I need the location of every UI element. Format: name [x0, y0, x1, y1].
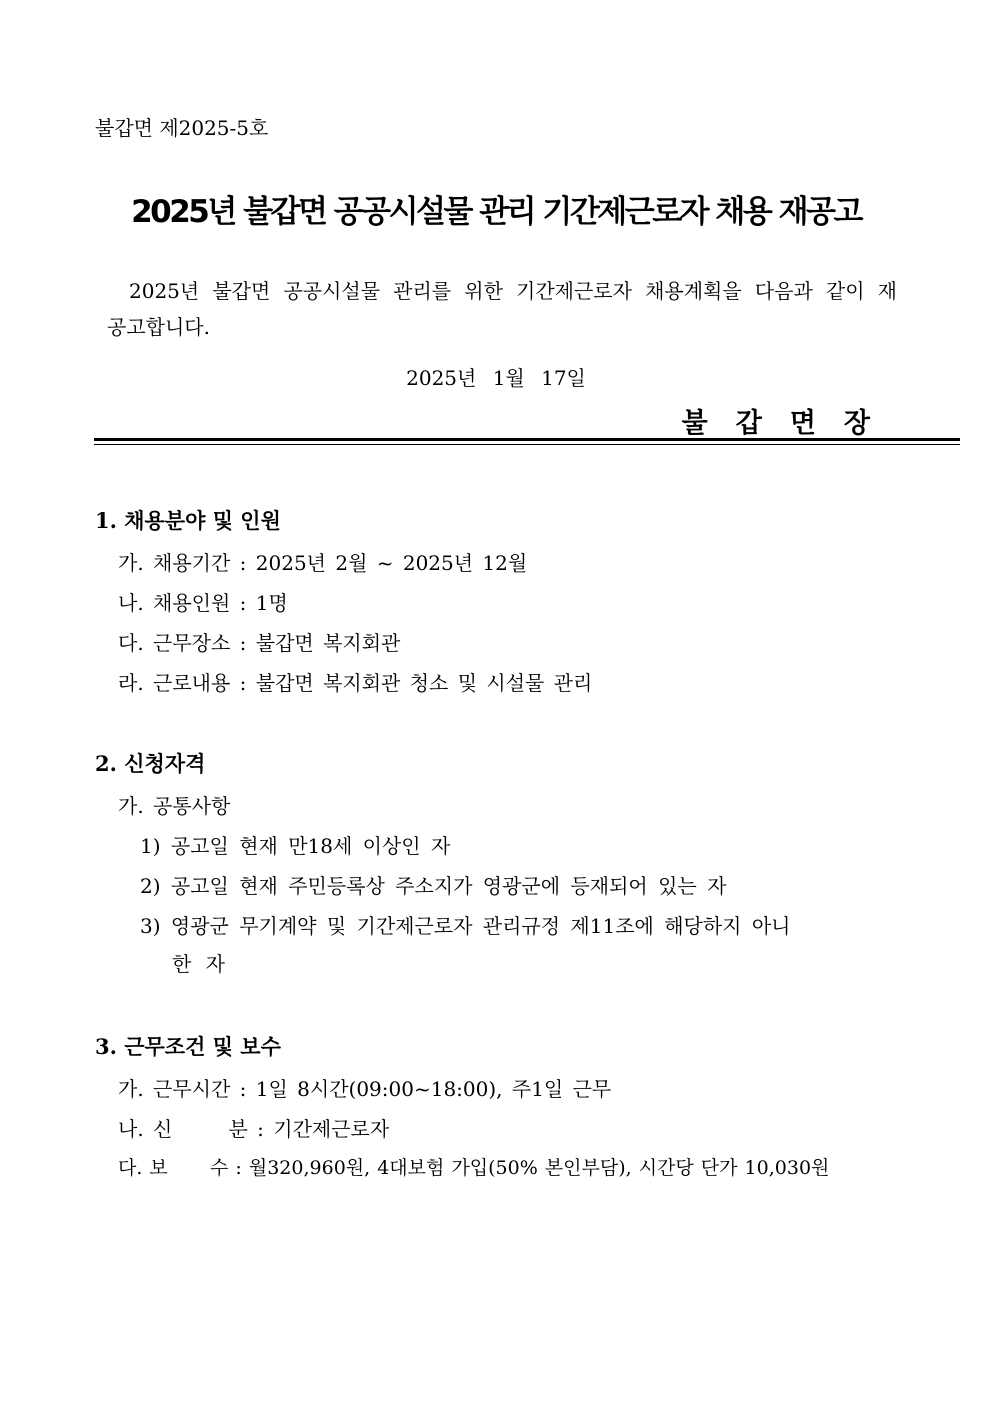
list-item: 가. 공통사항	[118, 794, 231, 818]
sub-list-item: 1) 공고일 현재 만18세 이상인 자	[140, 834, 451, 858]
section-heading-recruitment: 1. 채용분야 및 인원	[95, 508, 281, 533]
document-number: 불갑면 제2025-5호	[95, 116, 269, 140]
divider-thin	[94, 444, 960, 445]
list-item: 다. 보 수 : 월320,960원, 4대보험 가입(50% 본인부담), 시간당 단가 10,030원	[118, 1157, 830, 1179]
list-item: 나. 신 분 : 기간제근로자	[118, 1117, 390, 1141]
list-item: 라. 근로내용 : 불갑면 복지회관 청소 및 시설물 관리	[118, 671, 593, 695]
section-heading-conditions: 3. 근무조건 및 보수	[95, 1034, 281, 1059]
list-item: 가. 채용기간 : 2025년 2월 ~ 2025년 12월	[118, 551, 528, 575]
list-item: 다. 근무장소 : 불갑면 복지회관	[118, 631, 401, 655]
sub-list-item: 3) 영광군 무기계약 및 기간제근로자 관리규정 제11조에 해당하지 아니	[140, 914, 791, 938]
sub-list-item-continuation: 한 자	[172, 952, 225, 976]
issuer-name: 불갑면장	[681, 408, 898, 439]
intro-paragraph: 2025년 불갑면 공공시설물 관리를 위한 기간제근로자 채용계획을 다음과 같이 재공고합니다.	[107, 279, 897, 339]
section-heading-qualifications: 2. 신청자격	[95, 751, 206, 776]
sub-list-item: 2) 공고일 현재 주민등록상 주소지가 영광군에 등재되어 있는 자	[140, 874, 727, 898]
announcement-date: 2025년 1월 17일	[406, 366, 586, 390]
list-item: 나. 채용인원 : 1명	[118, 591, 288, 615]
list-item: 가. 근무시간 : 1일 8시간(09:00~18:00), 주1일 근무	[118, 1077, 612, 1101]
document-title: 2025년 불갑면 공공시설물 관리 기간제근로자 채용 재공고	[131, 194, 861, 230]
divider-thick	[94, 438, 960, 441]
